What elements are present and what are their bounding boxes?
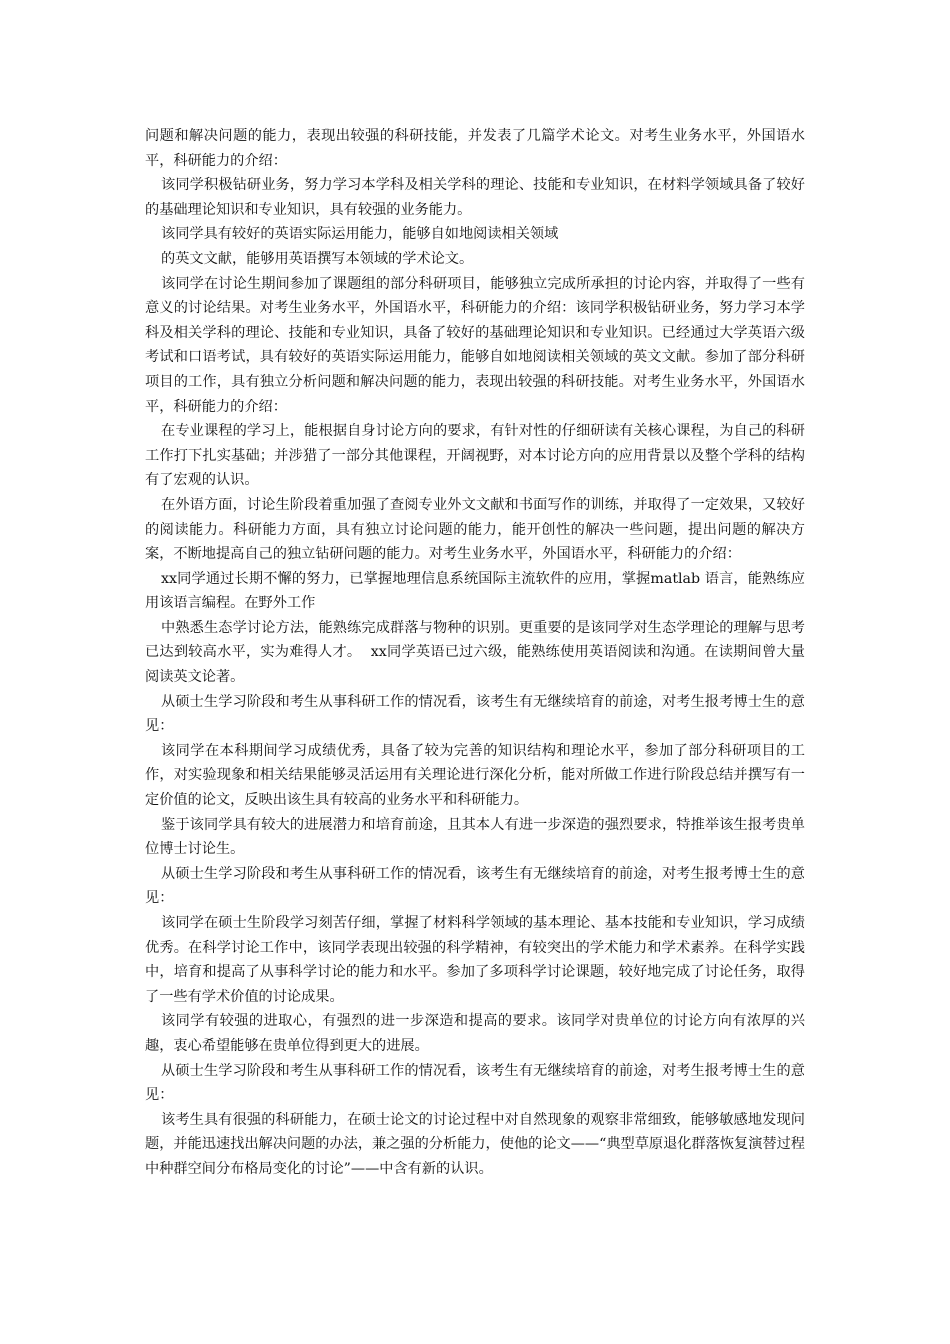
paragraph: 从硕士生学习阶段和考生从事科研工作的情况看，该考生有无继续培育的前途，对考生报考博士生的意见： [145,865,805,907]
paragraph: 鉴于该同学具有较大的进展潜力和培育前途，且其本人有进一步深造的强烈要求，特推举该生报考贵单位博士讨论生。 [145,816,805,858]
paragraph: 该同学在硕士生阶段学习刻苦仔细，掌握了材料科学领域的基本理论、基本技能和专业知识，学习成绩优秀。在科学讨论工作中，该同学表现出较强的科学精神，有较突出的学术能力和学术素养。在科学实践中，培育和提高了从事科学讨论的能力和水平。参加了多项科学讨论课题，较好地完成了讨论任务，取得了一些有学术价值的讨论成果。 [145,915,805,1005]
paragraph: 从硕士生学习阶段和考生从事科研工作的情况看，该考生有无继续培育的前途，对考生报考博士生的意见： [145,1062,805,1104]
paragraph: 该同学在讨论生期间参加了课题组的部分科研项目，能够独立完成所承担的讨论内容，并取得了一些有意义的讨论结果。对考生业务水平，外国语水平，科研能力的介绍：该同学积极钻研业务，努力学习本学科及相关学科的理论、技能和专业知识，具备了较好的基础理论知识和专业知识。已经通过大学英语六级考试和口语考试，具有较好的英语实际运用能力，能够自如地阅读相关领域的英文文献。参加了部分科研项目的工作，具有独立分析问题和解决问题的能力，表现出较强的科研技能。对考生业务水平，外国语水平，科研能力的介绍： [145,275,805,415]
document-page [145,124,805,1182]
paragraph: 该同学积极钻研业务，努力学习本学科及相关学科的理论、技能和专业知识，在材料学领域具备了较好的基础理论知识和专业知识，具有较强的业务能力。 [145,177,805,218]
paragraph: 该同学具有较好的英语实际运用能力，能够自如地阅读相关领域 [161,226,559,243]
paragraph: 在外语方面，讨论生阶段着重加强了查阅专业外文文献和书面写作的训练，并取得了一定效果，又较好的阅读能力。科研能力方面，具有独立讨论问题的能力，能开创性的解决一些问题，提出问题的解决方案，不断地提高自己的独立钻研问题的能力。对考生业务水平，外国语水平，科研能力的介绍： [145,496,805,563]
paragraph: 该同学在本科期间学习成绩优秀，具备了较为完善的知识结构和理论水平，参加了部分科研项目的工作，对实验现象和相关结果能够灵活运用有关理论进行深化分析，能对所做工作进行阶段总结并撰写有一定价值的论文，反映出该生具有较高的业务水平和科研能力。 [145,742,805,809]
paragraph: 的英文文献，能够用英语撰写本领域的学术论文。 [161,250,474,267]
paragraph: 该同学有较强的进取心，有强烈的进一步深造和提高的要求。该同学对贵单位的讨论方向有浓厚的兴趣，衷心希望能够在贵单位得到更大的进展。 [145,1013,805,1054]
paragraph: xx同学通过长期不懈的努力，已掌握地理信息系统国际主流软件的应用，掌握matlab 语言，能熟练应用该语言编程。在野外工作 [145,570,805,612]
paragraph: 在专业课程的学习上，能根据自身讨论方向的要求，有针对性的仔细研读有关核心课程，为自己的科研工作打下扎实基础；并涉猎了一部分其他课程，开阔视野，对本讨论方向的应用背景以及整个学科的结构有了宏观的认识。 [145,423,805,489]
paragraph: 问题和解决问题的能力，表现出较强的科研技能，并发表了几篇学术论文。对考生业务水平，外国语水平，科研能力的介绍： [145,128,805,169]
paragraph: 从硕士生学习阶段和考生从事科研工作的情况看，该考生有无继续培育的前途，对考生报考博士生的意见： [145,693,805,735]
paragraph: 中熟悉生态学讨论方法，能熟练完成群落与物种的识别。更重要的是该同学对生态学理论的理解与思考已达到较高水平，实为难得人才。 xx同学英语已过六级，能熟练使用英语阅读和沟通。在读期间曾大量阅读英文论著。 [145,619,805,686]
paragraph: 该考生具有很强的科研能力，在硕士论文的讨论过程中对自然现象的观察非常细致，能够敏感地发现问题，并能迅速找出解决问题的办法，兼之强的分析能力，使他的论文——“典型草原退化群落恢复演替过程中种群空间分布格局变化的讨论”——中含有新的认识。 [145,1111,805,1177]
